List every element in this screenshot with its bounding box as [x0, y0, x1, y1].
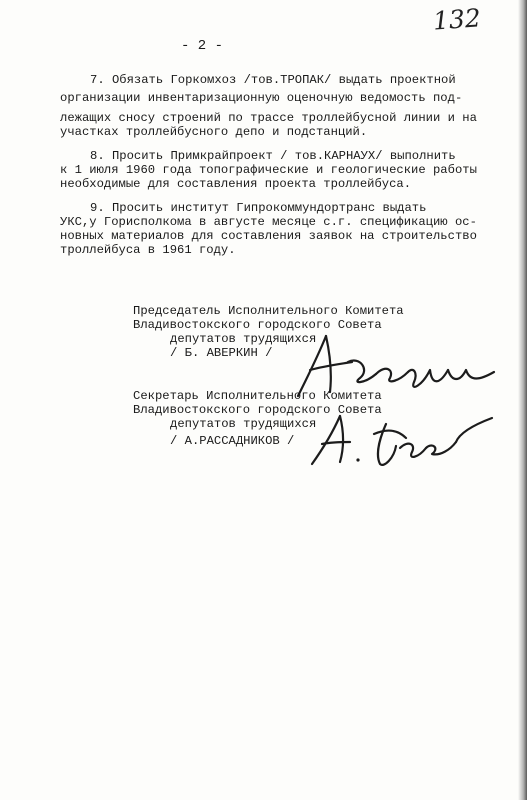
- item-7-line-1: 7. Обязать Горкомхоз /тов.ТРОПАК/ выдать проектной: [90, 73, 456, 87]
- secretary-title-line-2: Владивостокского городского Совета: [133, 403, 382, 417]
- item-9-line-1: 9. Просить институт Гипрокоммундортранс выдать: [90, 201, 427, 215]
- item-7-line-4: участках троллейбусного депо и подстанций.: [60, 125, 368, 139]
- item-9-line-2: УКС,у Горисполкома в августе месяце с.г. спецификацию ос-: [60, 215, 477, 229]
- secretary-signature: [300, 402, 500, 474]
- item-7-line-3: лежащих сносу строений по трассе троллейбусной линии и на: [60, 111, 477, 125]
- item-7-line-2: организации инвентаризационную оценочную ведомость под-: [60, 91, 463, 105]
- chairman-title-line-2: Владивостокского городского Совета: [133, 318, 382, 332]
- archive-page-number: 132: [432, 3, 482, 36]
- secretary-title-line-1: Секретарь Исполнительного Комитета: [133, 389, 382, 403]
- chairman-title-line-1: Председатель Исполнительного Комитета: [133, 304, 404, 318]
- chairman-title-line-3: депутатов трудящихся: [170, 332, 317, 346]
- page-number: - 2 -: [181, 38, 224, 54]
- scan-edge-shadow: [518, 0, 527, 800]
- item-9-line-3: новных материалов для составления заявок на строительство: [60, 229, 477, 243]
- item-9-line-4: троллейбуса в 1961 году.: [60, 243, 236, 257]
- item-8-line-2: к 1 июля 1960 года топографические и геологические работы: [60, 163, 477, 177]
- chairman-name: / Б. АВЕРКИН /: [170, 346, 273, 360]
- item-8-line-3: необходимые для составления проекта троллейбуса.: [60, 177, 412, 191]
- secretary-name: / А.РАССАДНИКОВ /: [170, 434, 295, 448]
- secretary-title-line-3: депутатов трудящихся: [170, 417, 317, 431]
- item-8-line-1: 8. Просить Примкрайпроект / тов.КАРНАУХ/ выполнить: [90, 149, 456, 163]
